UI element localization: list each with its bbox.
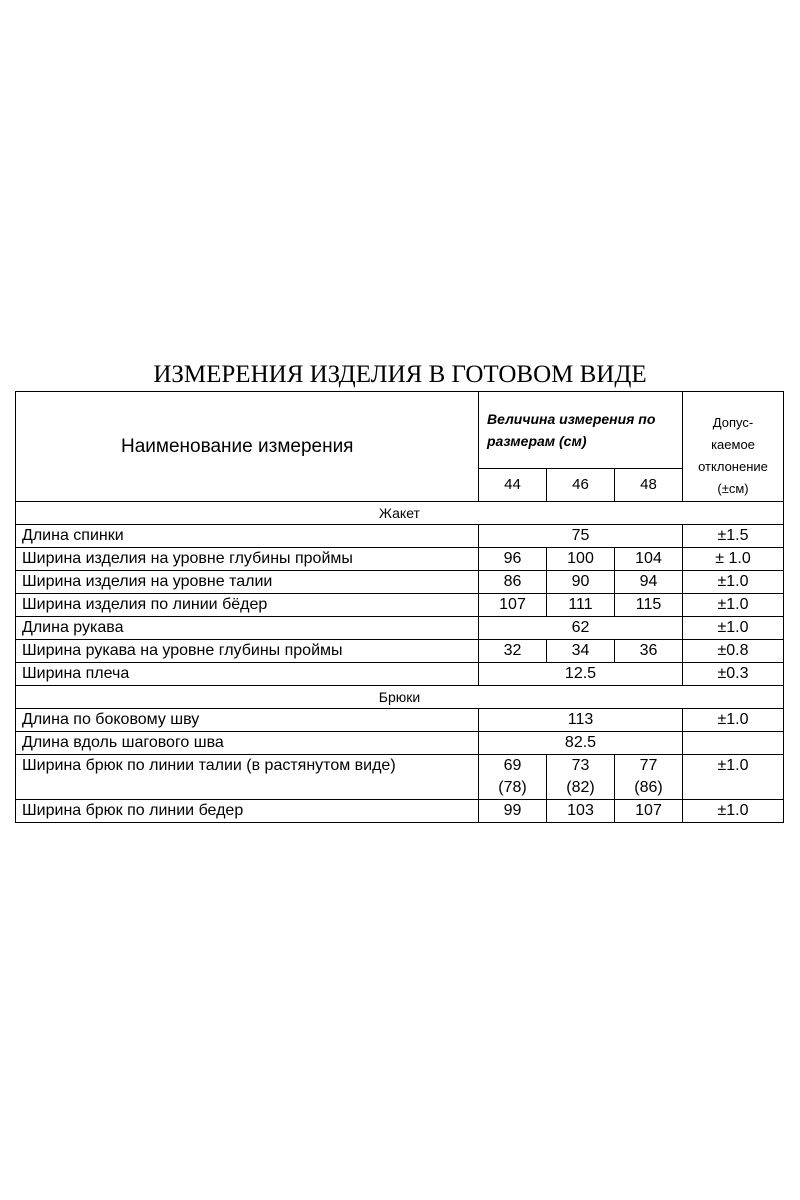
measure-tolerance: ±0.8 xyxy=(683,640,784,663)
measure-value-46: 111 xyxy=(547,594,615,617)
measure-name: Длина рукава xyxy=(16,617,479,640)
measure-value-46: 90 xyxy=(547,571,615,594)
measure-value-48: 115 xyxy=(615,594,683,617)
measure-tolerance: ±1.0 xyxy=(683,571,784,594)
measure-value: 62 xyxy=(479,617,683,640)
measure-value-48: 36 xyxy=(615,640,683,663)
measure-name: Ширина изделия на уровне глубины проймы xyxy=(16,548,479,571)
measure-name: Ширина брюк по линии талии (в растянутом виде) xyxy=(16,755,479,800)
measure-name: Длина спинки xyxy=(16,525,479,548)
value-stretched: (82) xyxy=(566,779,595,796)
tolerance-line: каемое xyxy=(711,436,755,452)
section-row xyxy=(16,502,784,525)
value-stretched: (78) xyxy=(498,779,527,796)
measure-name: Длина вдоль шагового шва xyxy=(16,732,479,755)
measurements-table xyxy=(15,391,784,823)
section-jacket: Жакет xyxy=(16,502,784,525)
table-row xyxy=(16,548,784,571)
header-name-cell: Наименование измерения xyxy=(16,392,479,502)
measure-value-44: 86 xyxy=(479,571,547,594)
table-row xyxy=(16,709,784,732)
measure-value-44 xyxy=(479,755,547,800)
header-tolerance-cell xyxy=(683,392,784,502)
table-row xyxy=(16,800,784,823)
header-group-cell: Величина измерения по размерам (см) xyxy=(479,392,683,469)
measure-value-44: 96 xyxy=(479,548,547,571)
measure-tolerance: ±1.0 xyxy=(683,709,784,732)
size-44: 44 xyxy=(479,469,547,502)
table-row xyxy=(16,732,784,755)
table-row xyxy=(16,755,784,800)
table-row xyxy=(16,663,784,686)
measure-value: 113 xyxy=(479,709,683,732)
measure-name: Ширина брюк по линии бедер xyxy=(16,800,479,823)
measure-name: Ширина рукава на уровне глубины проймы xyxy=(16,640,479,663)
measure-value: 12.5 xyxy=(479,663,683,686)
measure-value-44: 99 xyxy=(479,800,547,823)
measure-value: 82.5 xyxy=(479,732,683,755)
measure-value-48: 104 xyxy=(615,548,683,571)
tolerance-line: отклонение xyxy=(698,458,768,474)
table-row xyxy=(16,640,784,663)
measure-value-46: 103 xyxy=(547,800,615,823)
measure-tolerance: ±1.0 xyxy=(683,594,784,617)
measure-tolerance: ±1.5 xyxy=(683,525,784,548)
table-row xyxy=(16,525,784,548)
measure-value-44: 32 xyxy=(479,640,547,663)
measure-value-46: 100 xyxy=(547,548,615,571)
value-main: 77 xyxy=(639,757,658,774)
page-title: ИЗМЕРЕНИЯ ИЗДЕЛИЯ В ГОТОВОМ ВИДЕ xyxy=(153,361,647,388)
measure-tolerance: ± 1.0 xyxy=(683,548,784,571)
measure-name: Ширина плеча xyxy=(16,663,479,686)
table-row xyxy=(16,571,784,594)
measure-value-48 xyxy=(615,755,683,800)
section-row xyxy=(16,686,784,709)
measure-value-48: 94 xyxy=(615,571,683,594)
header-row xyxy=(16,392,784,469)
measure-tolerance: ±1.0 xyxy=(683,800,784,823)
measure-name: Ширина изделия на уровне талии xyxy=(16,571,479,594)
measure-tolerance: ±1.0 xyxy=(683,755,784,800)
size-46: 46 xyxy=(547,469,615,502)
size-48: 48 xyxy=(615,469,683,502)
value-stretched: (86) xyxy=(634,779,663,796)
value-main: 73 xyxy=(571,757,590,774)
measure-name: Длина по боковому шву xyxy=(16,709,479,732)
measure-value-46: 34 xyxy=(547,640,615,663)
measure-value-46 xyxy=(547,755,615,800)
section-trousers: Брюки xyxy=(16,686,784,709)
measure-value-44: 107 xyxy=(479,594,547,617)
measure-tolerance: ±0.3 xyxy=(683,663,784,686)
tolerance-line: (±см) xyxy=(717,480,749,496)
table-row xyxy=(16,617,784,640)
table-row xyxy=(16,594,784,617)
measure-tolerance xyxy=(683,732,784,755)
measure-name: Ширина изделия по линии бёдер xyxy=(16,594,479,617)
measure-value-48: 107 xyxy=(615,800,683,823)
measure-tolerance: ±1.0 xyxy=(683,617,784,640)
value-main: 69 xyxy=(503,757,522,774)
tolerance-line: Допус- xyxy=(712,414,754,430)
measure-value: 75 xyxy=(479,525,683,548)
